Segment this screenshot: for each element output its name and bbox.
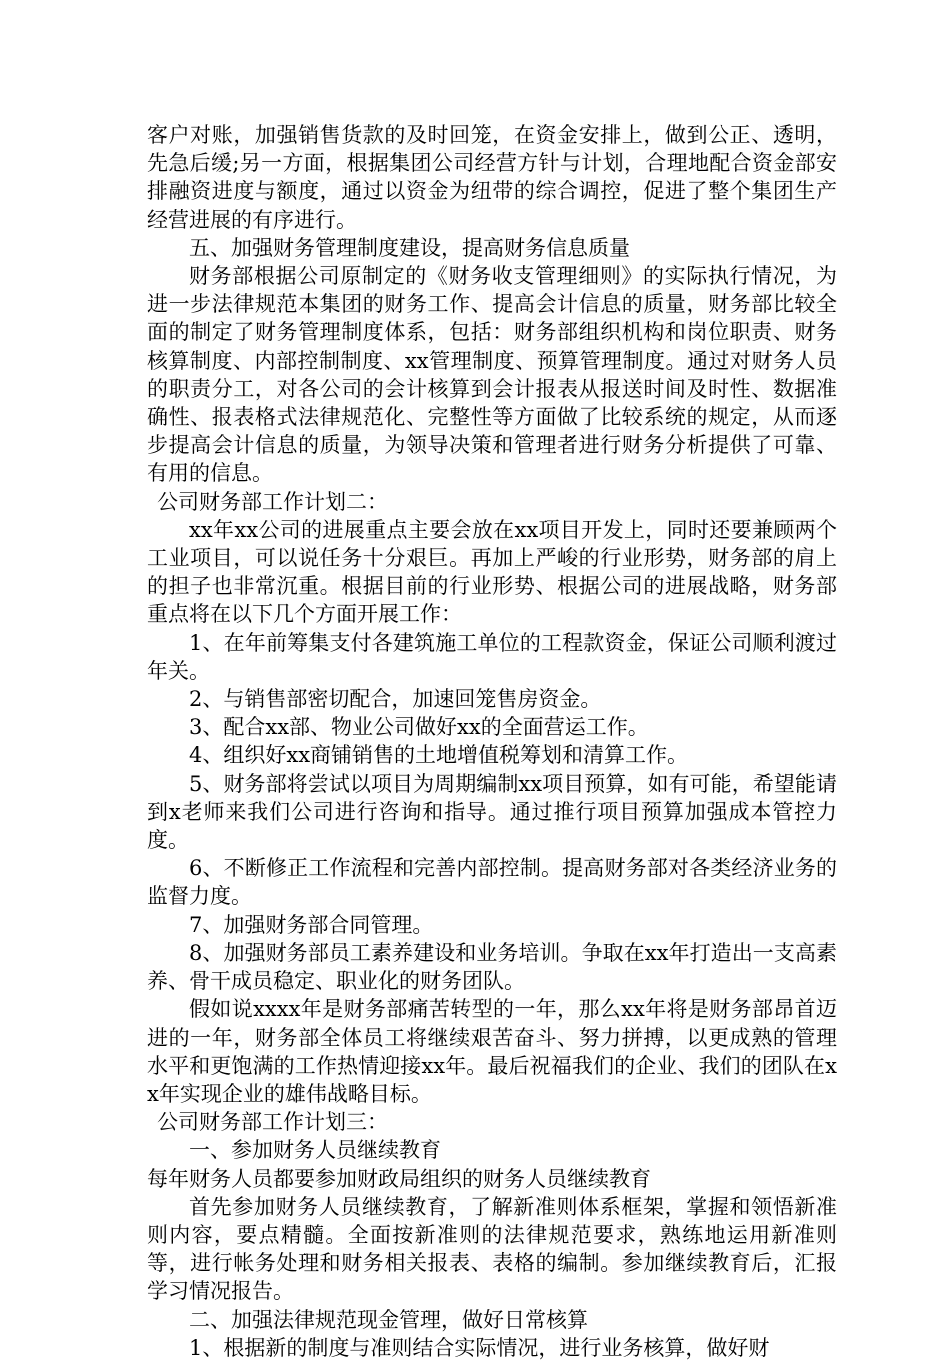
list-item: 3、配合xx部、物业公司做好xx的全面营运工作。 bbox=[189, 715, 649, 740]
paragraph: 假如说xxxx年是财务部痛苦转型的一年，那么xx年将是财务部昂首迈进的一年，财务部全体员工将继续艰苦奋斗、努力拼搏，以更成熟的管理水平和更饱满的工作热情迎接xx年。最后祝福我们的企业、我们的团队在xx年实现企业的雄伟战略目标。 bbox=[147, 997, 837, 1106]
plan-heading: 公司财务部工作计划三： bbox=[157, 1110, 388, 1135]
list-item: 7、加强财务部合同管理。 bbox=[189, 912, 434, 937]
document-body bbox=[147, 121, 837, 1362]
list-item: 1、根据新的制度与准则结合实际情况，进行业务核算，做好财 bbox=[189, 1335, 770, 1360]
list-item: 5、财务部将尝试以项目为周期编制xx项目预算，如有可能，希望能请到x老师来我们公司进行咨询和指导。通过推行项目预算加强成本管控力度。 bbox=[147, 771, 837, 853]
list-item: 8、加强财务部员工素养建设和业务培训。争取在xx年打造出一支高素养、骨干成员稳定、职业化的财务团队。 bbox=[147, 940, 837, 994]
paragraph: 财务部根据公司原制定的《财务收支管理细则》的实际执行情况，为进一步法律规范本集团的财务工作、提高会计信息的质量，财务部比较全面的制定了财务管理制度体系，包括：财务部组织机构和岗位职责、财务核算制度、内部控制制度、xx管理制度、预算管理制度。通过对财务人员的职责分工，对各公司的会计核算到会计报表从报送时间及时性、数据准确性、报表格式法律规范化、完整性等方面做了比较系统的规定，从而逐步提高会计信息的质量，为领导决策和管理者进行财务分析提供了可靠、有用的信息。 bbox=[147, 264, 837, 486]
paragraph: xx年xx公司的进展重点主要会放在xx项目开发上，同时还要兼顾两个工业项目，可以说任务十分艰巨。再加上严峻的行业形势，财务部的肩上的担子也非常沉重。根据目前的行业形势、根据公司的进展战略，财务部重点将在以下几个方面开展工作： bbox=[147, 517, 837, 627]
section-heading: 一、参加财务人员继续教育 bbox=[189, 1138, 441, 1163]
paragraph: 客户对账，加强销售货款的及时回笼，在资金安排上，做到公正、透明，先急后缓;另一方面，根据集团公司经营方针与计划，合理地配合资金部安排融资进度与额度，通过以资金为纽带的综合调控，促进了整个集团生产经营进展的有序进行。 bbox=[147, 123, 837, 232]
section-heading: 五、加强财务管理制度建设，提高财务信息质量 bbox=[189, 235, 630, 260]
list-item: 6、不断修正工作流程和完善内部控制。提高财务部对各类经济业务的监督力度。 bbox=[147, 856, 837, 909]
plan-heading: 公司财务部工作计划二： bbox=[157, 489, 388, 514]
paragraph: 每年财务人员都要参加财政局组织的财务人员继续教育 bbox=[147, 1166, 651, 1191]
list-item: 2、与销售部密切配合，加速回笼售房资金。 bbox=[189, 687, 602, 712]
list-item: 1、在年前筹集支付各建筑施工单位的工程款资金，保证公司顺利渡过年关。 bbox=[147, 630, 837, 683]
section-heading: 二、加强法律规范现金管理，做好日常核算 bbox=[189, 1307, 588, 1332]
paragraph: 首先参加财务人员继续教育，了解新准则体系框架，掌握和领悟新准则内容，要点精髓。全面按新准则的法律规范要求，熟练地运用新准则等，进行帐务处理和财务相关报表、表格的编制。参加继续教育后，汇报学习情况报告。 bbox=[147, 1194, 837, 1304]
list-item: 4、组织好xx商铺销售的土地增值税筹划和清算工作。 bbox=[189, 743, 689, 768]
